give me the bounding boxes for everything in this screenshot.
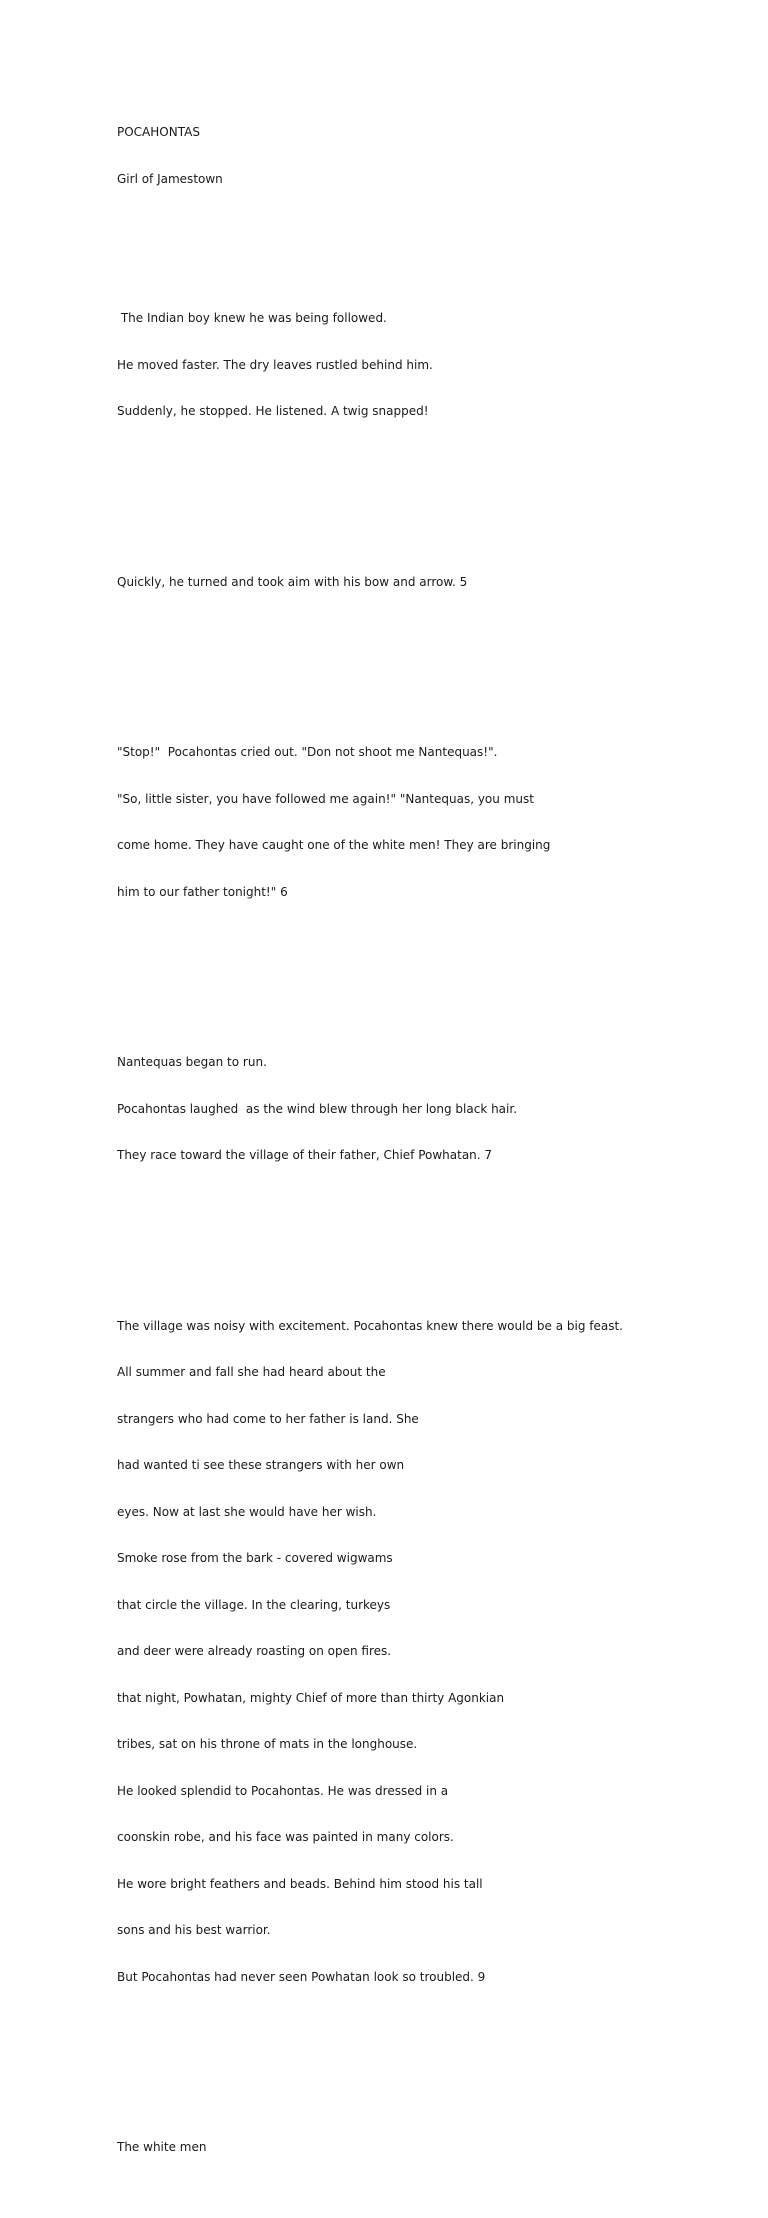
text-line: Pocahontas laughed as the wind blew through her long black hair. (117, 1101, 518, 1116)
text-line: eyes. Now at last she would have her wish. (117, 1504, 377, 1519)
text-line: coonskin robe, and his face was painted in many colors. (117, 1830, 454, 1844)
text-line: Quickly, he turned and took aim with his bow and arrow. 5 (117, 574, 468, 589)
document-body (117, 94, 737, 2218)
text-line: They race toward the village of their father, Chief Powhatan. 7 (117, 1148, 493, 1162)
paragraph-2 (117, 544, 737, 622)
text-line: "Stop!" Pocahontas cried out. "Don not shoot me Nantequas!". (117, 745, 498, 759)
text-line: that circle the village. In the clearing, turkeys (117, 1597, 391, 1612)
text-line: Nantequas began to run. (117, 1055, 267, 1069)
paragraph-gap (117, 962, 737, 978)
text-line: He moved faster. The dry leaves rustled behind him. (117, 357, 433, 372)
paragraph-1 (117, 280, 737, 451)
text-line: sons and his best warrior. (117, 1923, 271, 1937)
text-line: He wore bright feathers and beads. Behind him stood his tall (117, 1876, 483, 1891)
text-line: come home. They have caught one of the white men! They are bringing (117, 838, 551, 852)
text-line: "So, little sister, you have followed me again!" "Nantequas, you must (117, 791, 534, 806)
text-line: The village was noisy with excitement. Pocahontas knew there would be a big feast. (117, 1318, 623, 1333)
paragraph-gap (117, 1226, 737, 1242)
text-line: The Indian boy knew he was being followed. (117, 311, 387, 325)
paragraph-gap (117, 652, 737, 668)
text-line: that night, Powhatan, mighty Chief of more than thirty Agonkian (117, 1690, 505, 1705)
text-line: strangers who had come to her father is land. She (117, 1411, 419, 1426)
paragraph-gap (117, 482, 737, 498)
paragraph-gap (117, 218, 737, 234)
text-line: But Pocahontas had never seen Powhatan look so troubled. 9 (117, 1969, 486, 1984)
text-line: and deer were already roasting on open fires. (117, 1644, 392, 1658)
text-line: tribes, sat on his throne of mats in the longhouse. (117, 1737, 418, 1751)
paragraph-4 (117, 1024, 737, 1195)
text-line: Suddenly, he stopped. He listened. A twig snapped! (117, 404, 429, 418)
text-line: He looked splendid to Pocahontas. He was dressed in a (117, 1783, 449, 1798)
text-line: The white men (117, 2140, 207, 2154)
text-line: Smoke rose from the bark - covered wigwams (117, 1551, 393, 1565)
text-line: All summer and fall she had heard about the (117, 1365, 386, 1379)
text-line: him to our father tonight!" 6 (117, 884, 288, 899)
document-subtitle: Girl of Jamestown (117, 171, 223, 186)
text-line: had wanted ti see these strangers with her own (117, 1458, 405, 1472)
document-title: POCAHONTAS (117, 125, 200, 139)
paragraph-gap (117, 2047, 737, 2063)
paragraph-6 (117, 2109, 737, 2187)
paragraph-5 (117, 1288, 737, 2017)
paragraph-3 (117, 714, 737, 931)
